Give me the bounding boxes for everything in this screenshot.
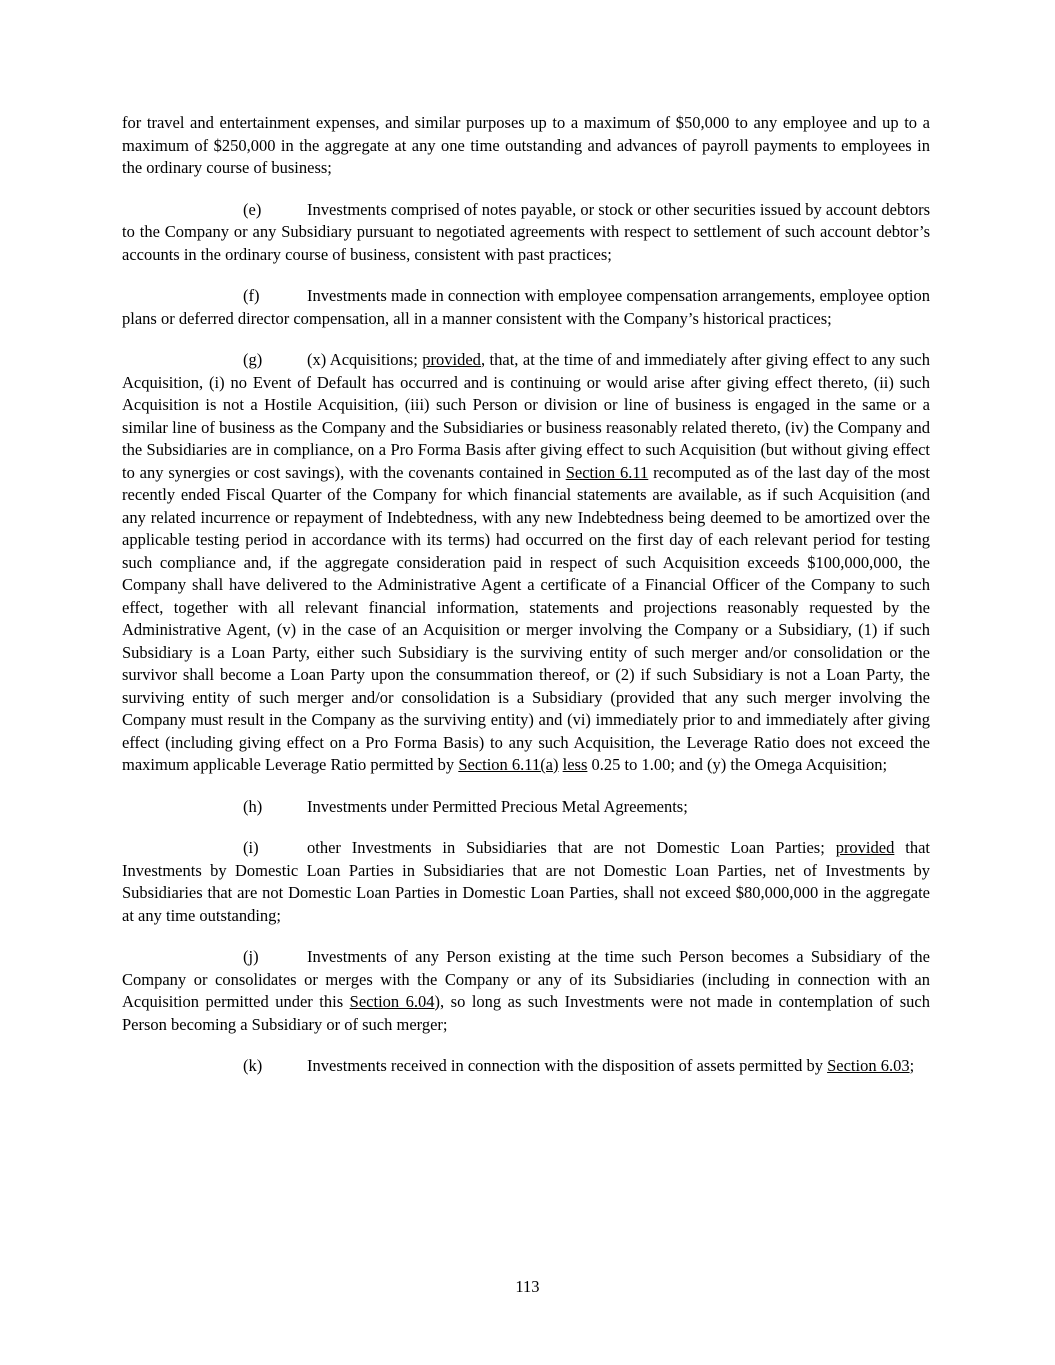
paragraph-text: Investments made in connection with employee compensation arrangements, employee option plans or deferred director compensation, all in a manner consistent with the Company’s historical practices; [122, 286, 930, 328]
paragraph-e [122, 199, 930, 267]
paragraph-label: (h) [243, 796, 263, 816]
paragraph-h [122, 796, 930, 819]
paragraph-label: (e) [243, 199, 262, 219]
paragraph-g [122, 349, 930, 777]
paragraph-label: (j) [243, 947, 259, 966]
paragraph-label: (g) [243, 350, 263, 369]
paragraph-continuation [122, 112, 930, 180]
paragraph-label: (i) [243, 838, 259, 857]
paragraph-label: (k) [243, 1056, 263, 1075]
page-number: 113 [515, 1277, 540, 1296]
paragraph-text: other Investments in Subsidiaries that are not Domestic Loan Parties; provided that Investments by Domestic Loan Parties in Subsidiaries that are not Domestic Loan Parties, net of Investments by Subsidiaries that are not Domestic Loan Parties in Domestic Loan Parties, shall not exceed $80,000,000 in the aggregate at any time outstanding; [122, 838, 930, 925]
paragraph-k [122, 1055, 930, 1078]
paragraph-text: Investments of any Person existing at the time such Person becomes a Subsidiary of the Company or consolidates or merges with the Company or any of its Subsidiaries (including in connection with an Acquisition permitted under this Section 6.04), so long as such Investments were not made in contemplation of such Person becoming a Subsidiary or of such merger; [122, 947, 930, 1034]
paragraph-text: Investments comprised of notes payable, or stock or other securities issued by account debtors to the Company or any Subsidiary pursuant to negotiated agreements with respect to settlement of such account debtor’s accounts in the ordinary course of business, consistent with past practices; [122, 199, 930, 264]
paragraph-f [122, 285, 930, 330]
paragraph-text: Investments under Permitted Precious Metal Agreements; [307, 796, 688, 816]
paragraph-i [122, 837, 930, 927]
paragraph-text: for travel and entertainment expenses, and similar purposes up to a maximum of $50,000 to any employee and up to a maximum of $250,000 in the aggregate at any one time outstanding and advances of payroll payments to employees in the ordinary course of business; [122, 113, 930, 177]
paragraph-j [122, 946, 930, 1036]
paragraph-label: (f) [243, 286, 260, 305]
paragraph-text: (x) Acquisitions; provided, that, at the time of and immediately after giving effect to any such Acquisition, (i) no Event of Default has occurred and is continuing or would arise after giving effect thereto, (ii) such Acquisition is not a Hostile Acquisition, (iii) such Person or division or line of business is engaged in the same or a similar line of business as the Company and the Subsidiaries or business reasonably related thereto, (iv) the Company and the Subsidiaries are in compliance, on a Pro Forma Basis after giving effect to such Acquisition (but without giving effect to any synergies or cost savings), with the covenants contained in Section 6.11 recomputed as of the last day of the most recently ended Fiscal Quarter of the Company for which financial statements are available, as if such Acquisition (and any related incurrence or repayment of Indebtedness, with any new Indebtedness being deemed to be amortized over the applicable testing period in accordance with its terms) had occurred on the first day of each relevant period for testing such compliance and, if the aggregate consideration paid in respect of such Acquisition exceeds $100,000,000, the Company shall have delivered to the Administrative Agent a certificate of a Financial Officer of the Company to such effect, together with all relevant financial information, statements and projections reasonably requested by the Administrative Agent, (v) in the case of an Acquisition or merger involving the Company or a Subsidiary, (1) if such Subsidiary is a Loan Party, either such Subsidiary is the surviving entity of such merger and/or consolidation or the survivor shall become a Loan Party upon the consummation thereof, or (2) if such Subsidiary is not a Loan Party, the surviving entity of such merger and/or consolidation is a Subsidiary (provided that any such merger involving the Company must result in the Company as the surviving entity) and (vi) immediately prior to and immediately after giving effect (including giving effect on a Pro Forma Basis) to any such Acquisition, the Leverage Ratio does not exceed the maximum applicable Leverage Ratio permitted by Section 6.11(a) less 0.25 to 1.00; and (y) the Omega Acquisition; [122, 350, 931, 774]
paragraph-text: Investments received in connection with the disposition of assets permitted by Section 6.03; [307, 1056, 915, 1075]
document-body [122, 112, 930, 1097]
